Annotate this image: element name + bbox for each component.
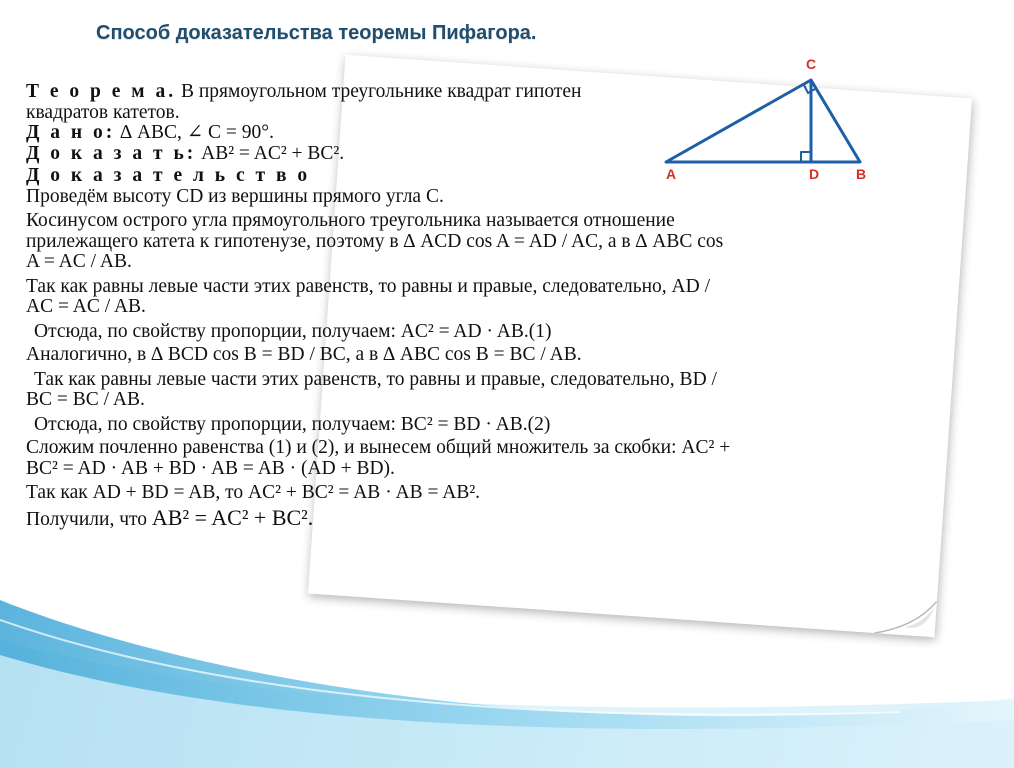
theorem-line xyxy=(26,82,896,103)
proof-line-8a: Сложим почленно равенства (1) и (2), и вынесем общий множитель за скобки: AC² + xyxy=(26,437,731,458)
prove-label: Д о к а з а т ь: xyxy=(26,142,197,164)
proof-line-1: Проведём высоту CD из вершины прямого угла С. xyxy=(26,185,444,207)
proof-line-3b: AC = AC / AB. xyxy=(26,296,146,317)
prove-text: AB² = AC² + BC². xyxy=(196,142,345,164)
proof-text xyxy=(26,82,896,530)
paper-curl xyxy=(875,597,937,637)
proof-line-2c: A = AC / AB. xyxy=(26,251,132,272)
theorem-text: В прямоугольном треугольнике квадрат гипотен xyxy=(176,81,582,102)
vertex-label-b: B xyxy=(856,166,867,182)
conclusion-lead: Получили, что xyxy=(26,508,152,530)
slide-title: Способ доказательства теоремы Пифагора. xyxy=(96,22,537,44)
proof-heading: Д о к а з а т е л ь с т в о xyxy=(26,165,311,186)
given-line xyxy=(26,123,896,144)
given-label: Д а н о: xyxy=(26,122,116,143)
proof-line-2a: Косинусом острого угла прямоугольного треугольника называется отношение xyxy=(26,210,675,231)
proof-line-9: Так как AD + BD = AB, то AC² + BC² = AB · AB = AB². xyxy=(26,482,481,503)
proof-line-6a: Так как равны левые части этих равенств, то равны и правые, следовательно, BD / xyxy=(34,368,717,390)
proof-line-7: Отсюда, по свойству пропорции, получаем: BC² = BD · AB.(2) xyxy=(34,413,551,435)
given-text: ∆ ABC, ∠ С = 90°. xyxy=(115,122,274,143)
prove-line xyxy=(26,144,896,165)
proof-line-10 xyxy=(26,504,896,531)
proof-line-3a: Так как равны левые части этих равенств, то равны и правые, следовательно, AD / xyxy=(26,275,711,297)
proof-line-5: Аналогично, в ∆ BCD cos B = BD / BC, а в ∆ ABC cos B = BC / AB. xyxy=(26,344,582,365)
proof-line-4: Отсюда, по свойству пропорции, получаем: AC² = AD · AB.(1) xyxy=(34,320,552,342)
theorem-label: Т е о р е м а. xyxy=(26,81,177,102)
theorem-line-2: квадратов катетов. xyxy=(26,101,180,123)
proof-line-2b: прилежащего катета к гипотенузе, поэтому в ∆ ACD cos A = AD / AC, а в ∆ ABC cos xyxy=(26,230,724,252)
vertex-label-d: D xyxy=(809,166,820,182)
vertex-label-c: C xyxy=(806,56,817,72)
conclusion-formula: AB² = AC² + BC². xyxy=(151,504,314,530)
vertex-label-a: A xyxy=(666,166,677,182)
proof-line-8b: BC² = AD · AB + BD · AB = AB · (AD + BD). xyxy=(26,457,395,479)
proof-line-6b: BC = BC / AB. xyxy=(26,389,145,410)
